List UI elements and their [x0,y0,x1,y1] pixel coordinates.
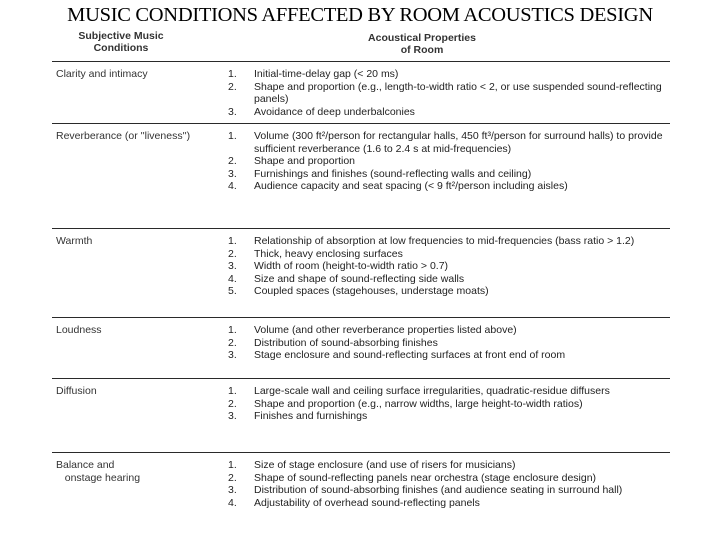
list-item [228,235,668,248]
page-title: MUSIC CONDITIONS AFFECTED BY ROOM ACOUSTICS DESIGN [67,4,653,26]
list-item [228,180,668,193]
list-item [228,168,668,181]
item-number: 3. [228,105,237,118]
item-text: Thick, heavy enclosing surfaces [254,247,403,260]
item-text: Distribution of sound-absorbing finishes (and audience seating in surround hall) [254,484,623,496]
list-item [228,484,668,497]
table-row [52,379,670,453]
condition-label: Diffusion [56,385,97,397]
item-text: Volume (and other reverberance properties listed above) [254,324,517,336]
list-item [228,260,668,273]
item-text: Relationship of absorption at low frequencies to mid-frequencies (bass ratio > 1.2) [254,235,635,247]
item-text: Coupled spaces (stagehouses, understage moats) [254,285,489,297]
item-number: 2. [228,80,237,93]
item-text: Shape and proportion (e.g., narrow widths, large height-to-width ratios) [254,397,583,410]
list-item [228,155,668,168]
item-number: 3. [228,410,237,422]
item-text: Avoidance of deep underbalconies [254,105,415,118]
item-text: Width of room (height-to-width ratio > 0.7) [254,260,449,272]
list-item [228,459,668,472]
item-number: 4. [228,496,237,509]
item-text: Adjustability of overhead sound-reflecting panels [254,496,480,509]
item-number: 2. [228,471,237,484]
table-header [52,28,670,62]
item-number: 1. [228,324,237,336]
property-list [228,68,668,118]
conditions-table [52,28,670,539]
list-item [228,68,668,81]
list-item [228,385,668,398]
item-number: 1. [228,459,237,471]
property-list [228,324,668,362]
condition-label: Loudness [56,324,102,336]
item-number: 2. [228,155,237,167]
item-text: Size and shape of sound-reflecting side walls [254,272,465,285]
property-list [228,130,668,193]
table-row [52,62,670,124]
item-text: Shape of sound-reflecting panels near orchestra (stage enclosure design) [254,471,597,484]
item-text: Distribution of sound-absorbing finishes [254,336,438,349]
item-number: 4. [228,180,237,192]
list-item [228,398,668,411]
table-row [52,229,670,318]
list-item [228,130,668,155]
property-list [228,385,668,423]
header-subjective-conditions: Subjective Music Conditions [78,30,164,54]
item-text: Shape and proportion [254,155,355,167]
property-list [228,235,668,298]
item-number: 3. [228,260,237,272]
table-body [52,62,670,539]
condition-label: Balance and onstage hearing [56,459,141,484]
list-item [228,410,668,423]
condition-label: Warmth [56,235,93,247]
list-item [228,106,668,119]
item-text: Size of stage enclosure (and use of risers for musicians) [254,459,516,471]
item-number: 3. [228,349,237,361]
item-text: Initial-time-delay gap (< 20 ms) [254,68,399,80]
list-item [228,324,668,337]
list-item [228,273,668,286]
item-number: 3. [228,167,237,180]
list-item [228,337,668,350]
item-text: Stage enclosure and sound-reflecting surfaces at front end of room [254,349,566,361]
item-number: 1. [228,68,237,80]
list-item [228,285,668,298]
table-row [52,318,670,379]
item-number: 2. [228,397,237,410]
item-number: 2. [228,336,237,349]
list-item [228,472,668,485]
condition-label: Clarity and intimacy [56,68,148,80]
header-acoustical-properties: Acoustical Properties of Room [368,32,476,56]
table-row [52,453,670,539]
item-text: Large-scale wall and ceiling surface irregularities, quadratic-residue diffusers [254,385,610,397]
item-text: Furnishings and finishes (sound-reflecting walls and ceiling) [254,167,532,180]
item-number: 4. [228,272,237,285]
item-text: Finishes and furnishings [254,410,368,422]
item-number: 1. [228,130,237,142]
item-number: 1. [228,385,237,397]
table-row [52,124,670,229]
item-number: 2. [228,247,237,260]
item-number: 5. [228,285,237,297]
list-item [228,349,668,362]
item-text: Audience capacity and seat spacing (< 9 ft²/person including aisles) [254,180,568,192]
property-list [228,459,668,509]
list-item [228,497,668,510]
condition-label: Reverberance (or ''liveness'') [56,130,191,142]
item-number: 3. [228,484,237,496]
list-item [228,248,668,261]
list-item [228,81,668,106]
item-text: Volume (300 ft²/person for rectangular halls, 450 ft³/person for surround halls) to provide sufficient reverberance (1.6 to 2.4 s at mid-frequencies) [254,130,663,155]
item-text: Shape and proportion (e.g., length-to-width ratio < 2, or use suspended sound-reflecting panels) [254,80,662,105]
item-number: 1. [228,235,237,247]
